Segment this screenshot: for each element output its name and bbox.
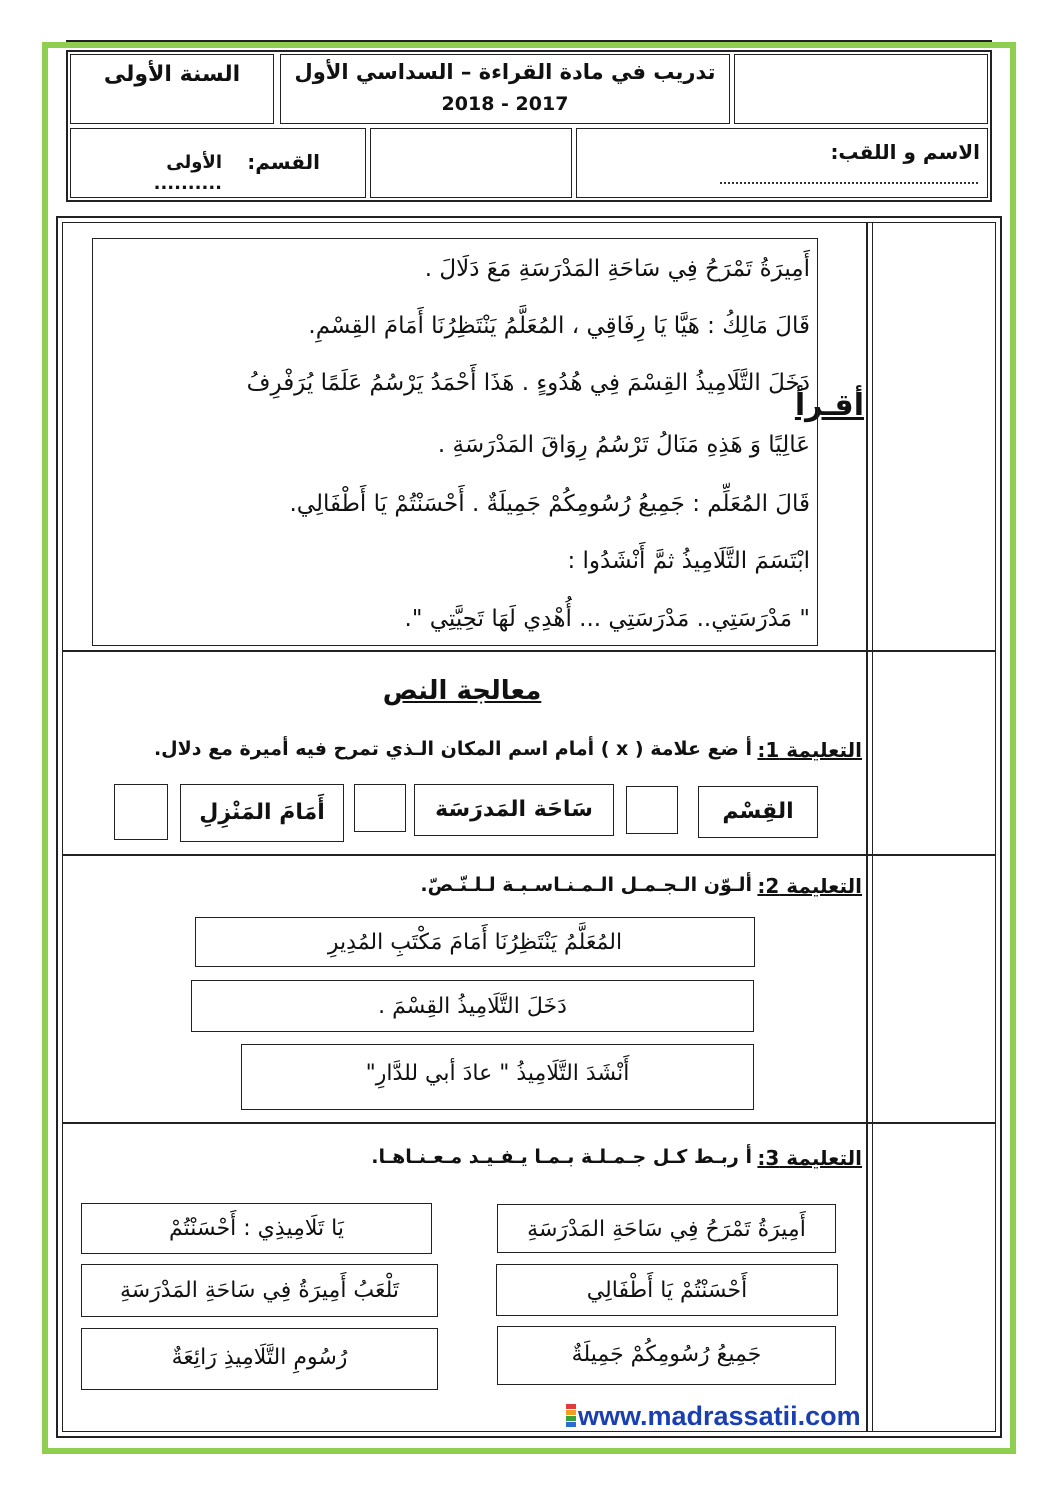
q2-sentence-1-text: المُعَلَّمُ يَنْتَظِرُنَا أَمَامَ مَكْتَبِ المُدِيرِ [327, 930, 623, 955]
name-field[interactable] [720, 176, 978, 184]
year-level: السنة الأولى [103, 62, 241, 87]
col-divider-2 [872, 222, 873, 1432]
school-year: 2018 - 2017 [441, 93, 569, 115]
q2-sentence-1[interactable] [195, 917, 755, 967]
class-value[interactable]: الأولى .......... [153, 152, 222, 194]
col-divider-1 [866, 222, 868, 1432]
passage-line-5: قَالَ المُعَلِّم : جَمِيعُ رُسُومِكُمْ جَمِيلَةٌ . أَحْسَنْتُمْ يَا أَطْفَالِي. [289, 491, 810, 517]
passage-line-3: دَخَلَ التَّلَامِيذُ القِسْمَ فِي هُدُوءٍ . هَذَا أَحْمَدُ يَرْسُمُ عَلَمًا يُرَفْرِفُ [246, 370, 810, 396]
q1-checkbox-2[interactable] [354, 784, 406, 832]
header-cell-empty [370, 128, 572, 198]
row-divider-2 [62, 854, 996, 856]
q1-option-1-label: القِسْم [722, 799, 794, 824]
q3-right-1[interactable] [497, 1204, 836, 1253]
header-cell-blank [734, 54, 988, 124]
q3-left-2[interactable] [81, 1264, 438, 1317]
passage-line-7: " مَدْرَسَتِي.. مَدْرَسَتِي ... أُهْدِي لَهَا تَحِيَّتِي ". [404, 606, 810, 632]
row-divider-1 [62, 650, 996, 652]
q3-label: التعليمة 3: [757, 1146, 862, 1170]
q1-checkbox-3[interactable] [114, 784, 168, 840]
site-logo-icon [566, 1404, 576, 1428]
q3-right-2[interactable] [496, 1264, 838, 1316]
q2-sentence-2[interactable] [191, 980, 754, 1032]
q3-text: أ ربـط كـل جـمـلـة بـمـا يـفـيـد مـعـنـاهـا. [371, 1146, 752, 1168]
q3-right-1-text: أَمِيرَةُ تَمْرَحُ فِي سَاحَةِ المَدْرَسَةِ [527, 1217, 806, 1242]
q3-left-2-text: تَلْعَبُ أَمِيرَةُ فِي سَاحَةِ المَدْرَسَةِ [119, 1278, 400, 1303]
name-label: الاسم و اللقب: [830, 140, 980, 164]
q3-right-3-text: جَمِيعُ رُسُومِكُمْ جَمِيلَةٌ [571, 1342, 762, 1367]
q1-text: أ ضع علامة ( x ) أمام اسم المكان الـذي تمرح فيه أميرة مع دلال. [153, 738, 752, 760]
q2-sentence-3[interactable] [241, 1044, 754, 1110]
q3-left-3-text: رُسُومِ التَّلَامِيذِ رَائِعَةٌ [171, 1345, 348, 1370]
q2-sentence-3-text: أَنْشَدَ التَّلَامِيذُ " عادَ أبي للدَّارِ" [365, 1061, 630, 1086]
passage-line-2: قَالَ مَالِكُ : هَيَّا يَا رِفَاقِي ، المُعَلَّمُ يَنْتَظِرُنَا أَمَامَ القِسْمِ. [308, 313, 810, 339]
q2-text: ألـوّن الـجـمـل الـمـنـاسـبـة لـلـنّـصّ. [420, 874, 752, 896]
q3-left-3[interactable] [81, 1328, 438, 1390]
q1-option-3 [180, 784, 344, 842]
q1-option-2 [414, 784, 614, 836]
q1-label: التعليمة 1: [757, 738, 862, 762]
q2-label: التعليمة 2: [757, 874, 862, 898]
q2-sentence-2-text: دَخَلَ التَّلَامِيذُ القِسْمَ . [378, 994, 567, 1019]
section-title: معالجة النص [382, 676, 542, 706]
q3-right-2-text: أَحْسَنْتُمْ يَا أَطْفَالِي [586, 1278, 748, 1303]
passage-line-1: أَمِيرَةُ تَمْرَحُ فِي سَاحَةِ المَدْرَسَةِ مَعَ دَلَالَ . [424, 256, 810, 282]
q1-option-3-label: أَمَامَ المَنْزِلِ [199, 800, 325, 825]
reading-label: أقـرأ [794, 388, 864, 423]
passage-line-4: عَالِيًا وَ هَذِهِ مَنَالُ تَرْسُمُ رِوَاقَ المَدْرَسَةِ . [437, 432, 810, 458]
class-label: القسم: [247, 150, 320, 174]
footer-url[interactable]: www.madrassatii.com [578, 1401, 861, 1431]
worksheet-title: تدريب في مادة القراءة – السداسي الأول [294, 60, 716, 84]
passage-line-6: ابْتَسَمَ التَّلَامِيذُ ثمَّ أَنْشَدُوا : [567, 548, 810, 574]
q3-left-1[interactable] [81, 1203, 432, 1254]
q1-checkbox-1[interactable] [626, 786, 678, 834]
row-divider-3 [62, 1122, 996, 1124]
q1-option-1 [698, 786, 818, 838]
q1-option-2-label: سَاحَة المَدرَسَة [435, 797, 593, 822]
q3-right-3[interactable] [497, 1326, 836, 1385]
top-rule [66, 40, 992, 42]
q3-left-1-text: يَا تَلَامِيذِي : أَحْسَنْتُمْ [169, 1216, 344, 1241]
